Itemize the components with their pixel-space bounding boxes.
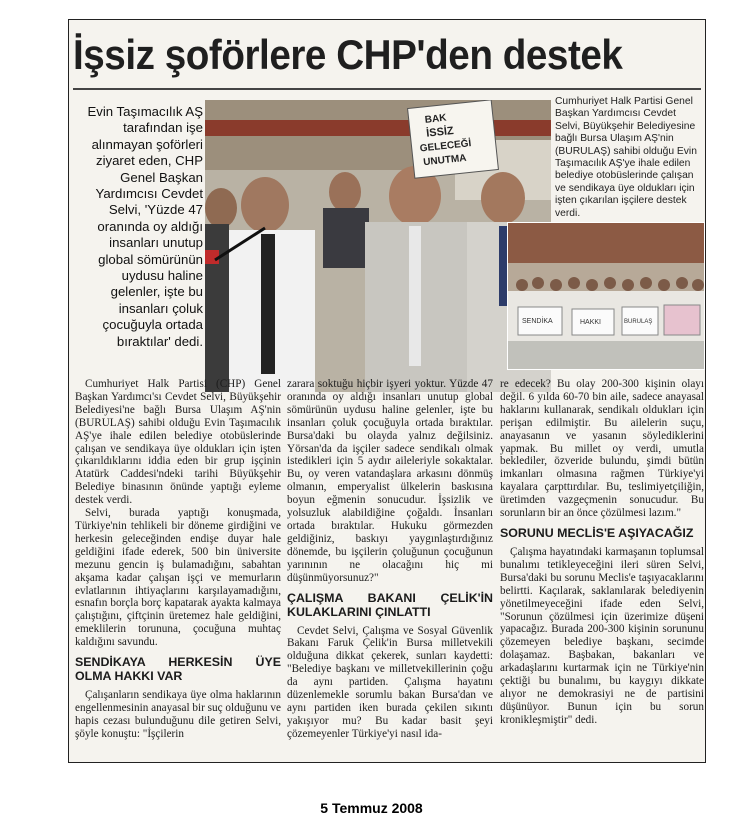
protest-sign-1: SENDİKA: [522, 318, 553, 325]
protest-sign-3: BURULAŞ: [624, 319, 653, 325]
main-photo: [205, 100, 551, 392]
paragraph: zarara soktuğu hiçbir işyeri yoktur. Yüzde 47 oranında oy aldığı insanları unutup global sömürünün uydusu haline gelenler, işte bu insanları çoluk çocuğuyla ortada bıraktılar. Bursa'daki bu olayda yalnız değilsiniz. Yörsan'da da işçiler sadece sendikalı olmak istedikleri için 5 aydır aileleriyle sokaktalar. Bu, oy veren vatandaşlara arkasını dönmüş olmanın, emperyalist ülkelerin baskısına boyun eğmenin sonucudur. İşsizlik ve yolsuzluk alabildiğine çoğaldı. İnsanları ortada bıraktılar. Hukuku görmezden geldiğiniz, baskıyı yaygınlaştırdığınız dönemde, bu işçilerin çoluğunun çocuğunun yarınının ne olacağını hiç mi düşünmüyorsunuz?": [287, 378, 493, 584]
paragraph: Selvi, burada yaptığı konuşmada, Türkiye'nin tehlikeli bir döneme girdiğini ve herkesin geleceğinden endişe duyar hale geldiğini ifade ederek, 500 bin üniversite mezunu gencin iş bulamadığını, sabahtan akşama kadar çalışan işçi ve memurların evlatlarının ihtiyaçlarını karşılayamadığını, esnafın borçla borç kapatarak ayakta kalmaya çalıştığını, çiftçinin üretemez hale geldiğini, emeklilerin torununa, çocuğuna muhtaç kaldığını savundu.: [75, 507, 281, 649]
sign-line-1: BAK: [424, 112, 448, 126]
subheading: ÇALIŞMA BAKANI ÇELİK'İN KULAKLARINI ÇINLATTI: [287, 590, 493, 619]
column-3: [500, 378, 704, 760]
sign-line-3: GELECEĞİ: [419, 138, 472, 155]
sign-line-2: İSSİZ: [425, 124, 455, 140]
column-2: [287, 378, 493, 760]
paragraph: re edecek? Bu olay 200-300 kişinin olayı değil. 6 yılda 60-70 bin aile, sadece anayasal haklarını kullanarak, sendikalı oldukları için perişan edilmiştir. Bu ailelerin suçu, anayasanın ve yasanın söylediklerini yapmak. Bu millet oy verdi, umutla beklediler, özveride bulundu, şimdi bütün imkanları olmasına rağmen Türkiye'yi kayalara çarpttırdılar. Bu, teslimiyetçiliğin, üretimden vazgeçmenin sonucudur. Bu sorunların bir an önce çözülmesi lazım.": [500, 378, 704, 520]
subheading: SENDİKAYA HERKESİN ÜYE OLMA HAKKI VAR: [75, 655, 281, 684]
headline-rule: [73, 88, 701, 90]
column-1: [75, 378, 281, 760]
secondary-photo: [507, 222, 705, 370]
protest-sign-2: HAKKI: [580, 319, 602, 326]
secondary-photo-image: [508, 223, 704, 369]
lead-paragraph: Evin Taşımacılık AŞ tarafından işe alınmayan şoförleri ziyaret eden, CHP Genel Başkan Yardımcısı Cevdet Selvi, 'Yüzde 47 oranında oy aldığı insanları unutup global sömürünün uydusu haline gelenler, işte bu insanları çoluk çocuğuyla ortada bıraktılar' dedi.: [87, 104, 203, 349]
subheading: SORUNU MECLİS'E AŞIYACAĞIZ: [500, 525, 694, 540]
main-photo-image: [205, 100, 551, 392]
paragraph: Cevdet Selvi, Çalışma ve Sosyal Güvenlik Bakanı Faruk Çelik'in Bursa milletvekili olduğuna dikkat çekerek, sunları kaydetti: "Belediye başkanı ve milletvekillerinin çoğu da aynı partiden. Çalışma hayatını düzenlemekle sorumlu bakan Bursa'dan ve aynı partiden iken burada çekilen sıkıntı yakışıyor mu? Bu kadar basit şeyi çözemeyenler Türkiye'yi nasıl ida-: [287, 624, 493, 740]
headline: İşsiz şoförlere CHP'den destek: [73, 31, 623, 78]
paragraph: Çalışma hayatındaki karmaşanın toplumsal bunalımı tetikleyeceğini ileri süren Selvi, Bursa'daki bu sorunu Meclis'e taşıyacaklarını belirtti. Kaçılarak, saklanılarak belediyenin yönetilmeyeceğini ifade eden Selvi, "Sorunun çözülmesi için üzerimize düşeni yapacağız. Burada 200-300 kişinin sorununu çözemeyen belediye başkanı, secimde dolaşamaz. Başbakan, bakanları ve arkadaşlarını kurtarmak için ne Türkiye'nin çektiği bu bunalımı, bu kaygıyı dikkate alıyor ne demokrasiyi ne de partisini düşünüyor. Bunun için bu sorun kronikleşmiştir" dedi.: [500, 545, 704, 726]
publication-date: 5 Temmuz 2008: [320, 800, 423, 816]
photo-caption: Cumhuriyet Halk Partisi Genel Başkan Yardımcısı Cevdet Selvi, Büyükşehir Belediyesine bağlı Bursa Ulaşım AŞ'nin (BURULAŞ) sahibi olduğu Evin Taşımacılık AŞ'ye ihale edilen belediye otobüslerinde çalışan ve sendikaya üye oldukları için işten çıkarılan işçilere destek verdi.: [555, 96, 697, 219]
paragraph: Çalışanların sendikaya üye olma haklarının engellenmesinin anayasal bir suç olduğunu ve hapis cezası bulunduğunu dile getiren Selvi, şöyle konuştu: "İşçilerin: [75, 689, 281, 740]
newspaper-clipping: [68, 19, 706, 763]
sign-line-4: UNUTMA: [422, 152, 467, 169]
paragraph: Cumhuriyet Halk Partisi (CHP) Genel Başkan Yardımcı'sı Cevdet Selvi, Büyükşehir Belediyesi'ne bağlı Bursa Ulaşım AŞ'nin (BURULAŞ) sahibi olduğu Evin Taşımacılık AŞ'ye ihale edilen belediye otobüslerinde çalışan ve sendikaya üye oldukları için işten çıkarıldıklarını iddia eden bir grup işçinin Atatürk Caddesi'ndeki tarihi Büyükşehir Belediye binasının önünde yaptığı eyleme destek verdi.: [75, 378, 281, 507]
